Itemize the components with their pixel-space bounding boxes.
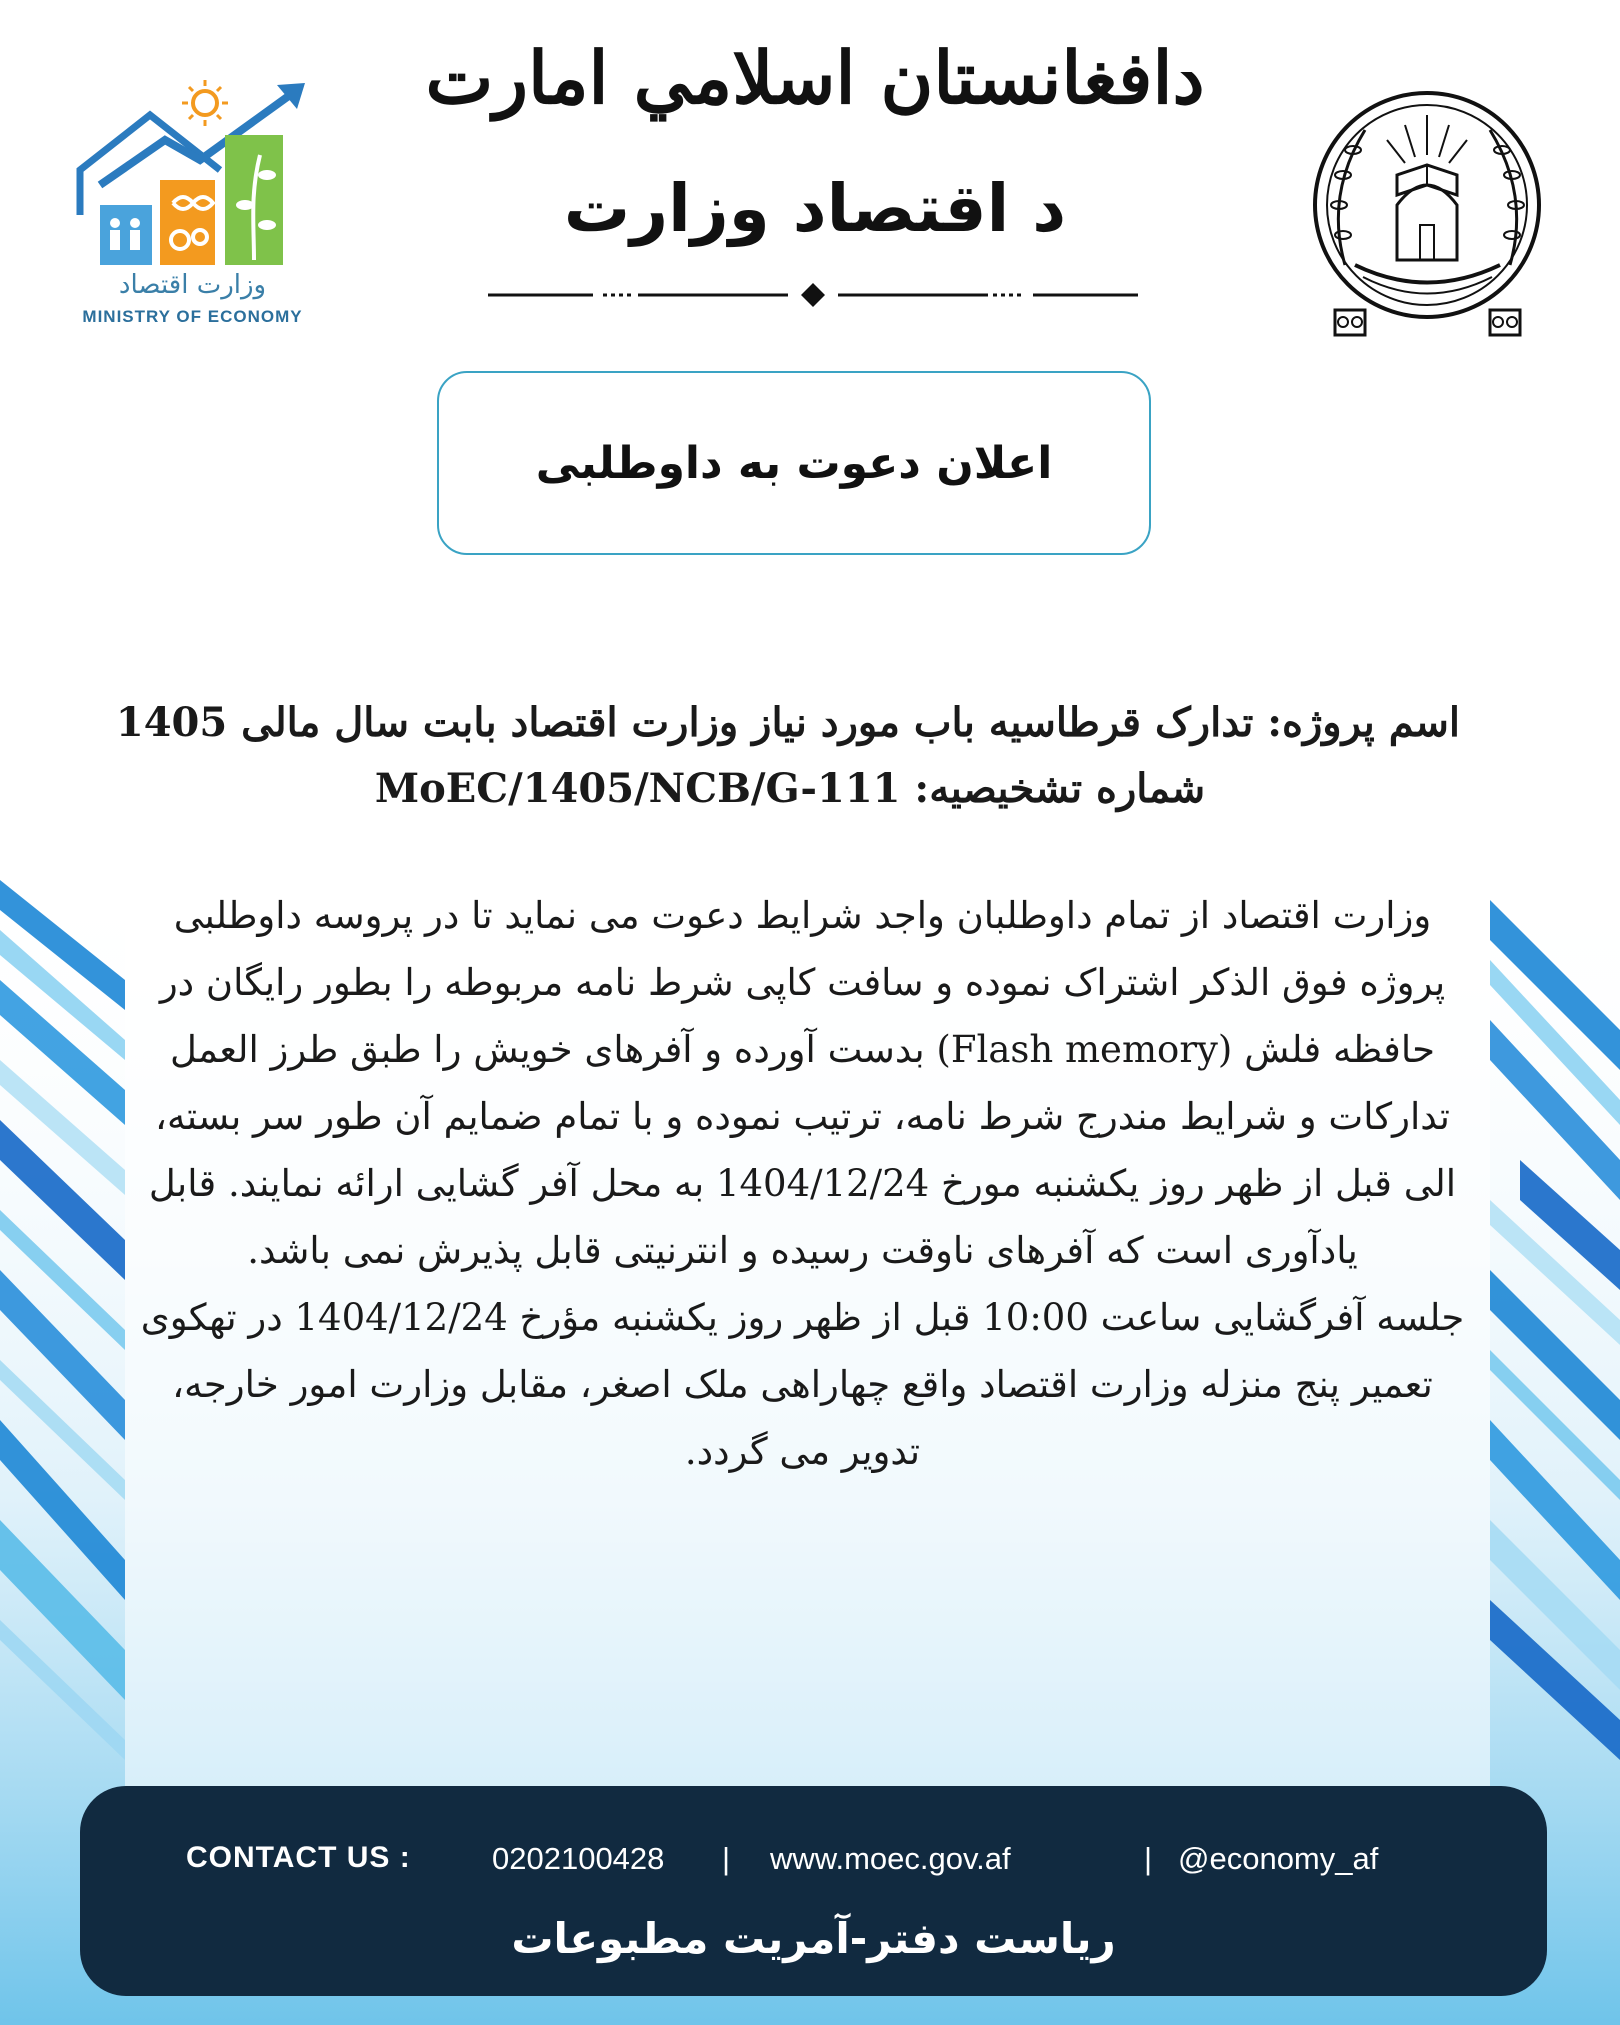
contact-separator: | <box>1144 1841 1153 1876</box>
ministry-logo <box>55 75 330 335</box>
ministry-title: د اقتصاد وزارت <box>563 170 1067 247</box>
contact-row <box>80 1841 1547 1891</box>
contact-label: CONTACT US : <box>186 1841 411 1874</box>
announcement-title: اعلان دعوت به داوطلبی <box>535 437 1053 489</box>
emirate-title: دافغانستان اسلامي امارت <box>425 35 1205 120</box>
announcement-title-box <box>437 371 1151 555</box>
header <box>0 0 1620 380</box>
contact-website-link[interactable]: www.moec.gov.af <box>770 1841 1011 1876</box>
body-paragraph-2: جلسه آفرگشایی ساعت 10:00 قبل از ظهر روز یکشنبه مؤرخ 1404/12/24 در تهکوی تعمیر پنج منزله وزارت اقتصاد واقع چهاراهی ملک اصغر، مقابل وزارت امور خارجه، تدویر می گردد. <box>140 1296 1465 1473</box>
logo-caption-fa: وزارت اقتصاد <box>118 270 267 300</box>
contact-social-handle[interactable]: @economy_af <box>1178 1841 1379 1876</box>
project-id: شماره تشخیصیه: MoEC/1405/NCB/G-111 <box>374 765 1206 812</box>
body-paragraph-1: وزارت اقتصاد از تمام داوطلبان واجد شرایط دعوت می نماید تا در پروسه داوطلبی پروژه فوق الذکر اشتراک نموده و سافت کاپی شرط نامه مربوطه را بطور رایگان در حافظه فلش (Flash memory) بدست آورده و آفرهای خویش را طبق طرز العمل تدارکات و شرایط مندرج شرط نامه، ترتیب نموده و با تمام ضمایم آن طور سر بسته، الی قبل از ظهر روز یکشنبه مورخ 1404/12/24 به محل آفر گشایی ارائه نمایند. قابل یادآوری است که آفرهای ناوقت رسیده و انترنیتی قابل پذیرش نمی باشد. <box>148 894 1457 1272</box>
contact-separator: | <box>722 1841 731 1876</box>
project-info <box>115 690 1460 822</box>
ministry-of-economy-logo-icon <box>55 75 330 275</box>
footer <box>80 1786 1547 1996</box>
islamic-emirate-emblem-icon <box>1305 55 1550 355</box>
project-name: اسم پروژه: تدارک قرطاسیه باب مورد نیاز وزارت اقتصاد بابت سال مالی 1405 <box>115 699 1460 746</box>
contact-phone[interactable]: 0202100428 <box>492 1841 665 1876</box>
announcement-body <box>130 882 1475 1485</box>
footer-office: ریاست دفتر-آمریت مطبوعات <box>511 1914 1116 1963</box>
header-divider <box>488 280 1138 310</box>
logo-caption-en: MINISTRY OF ECONOMY <box>82 307 303 326</box>
